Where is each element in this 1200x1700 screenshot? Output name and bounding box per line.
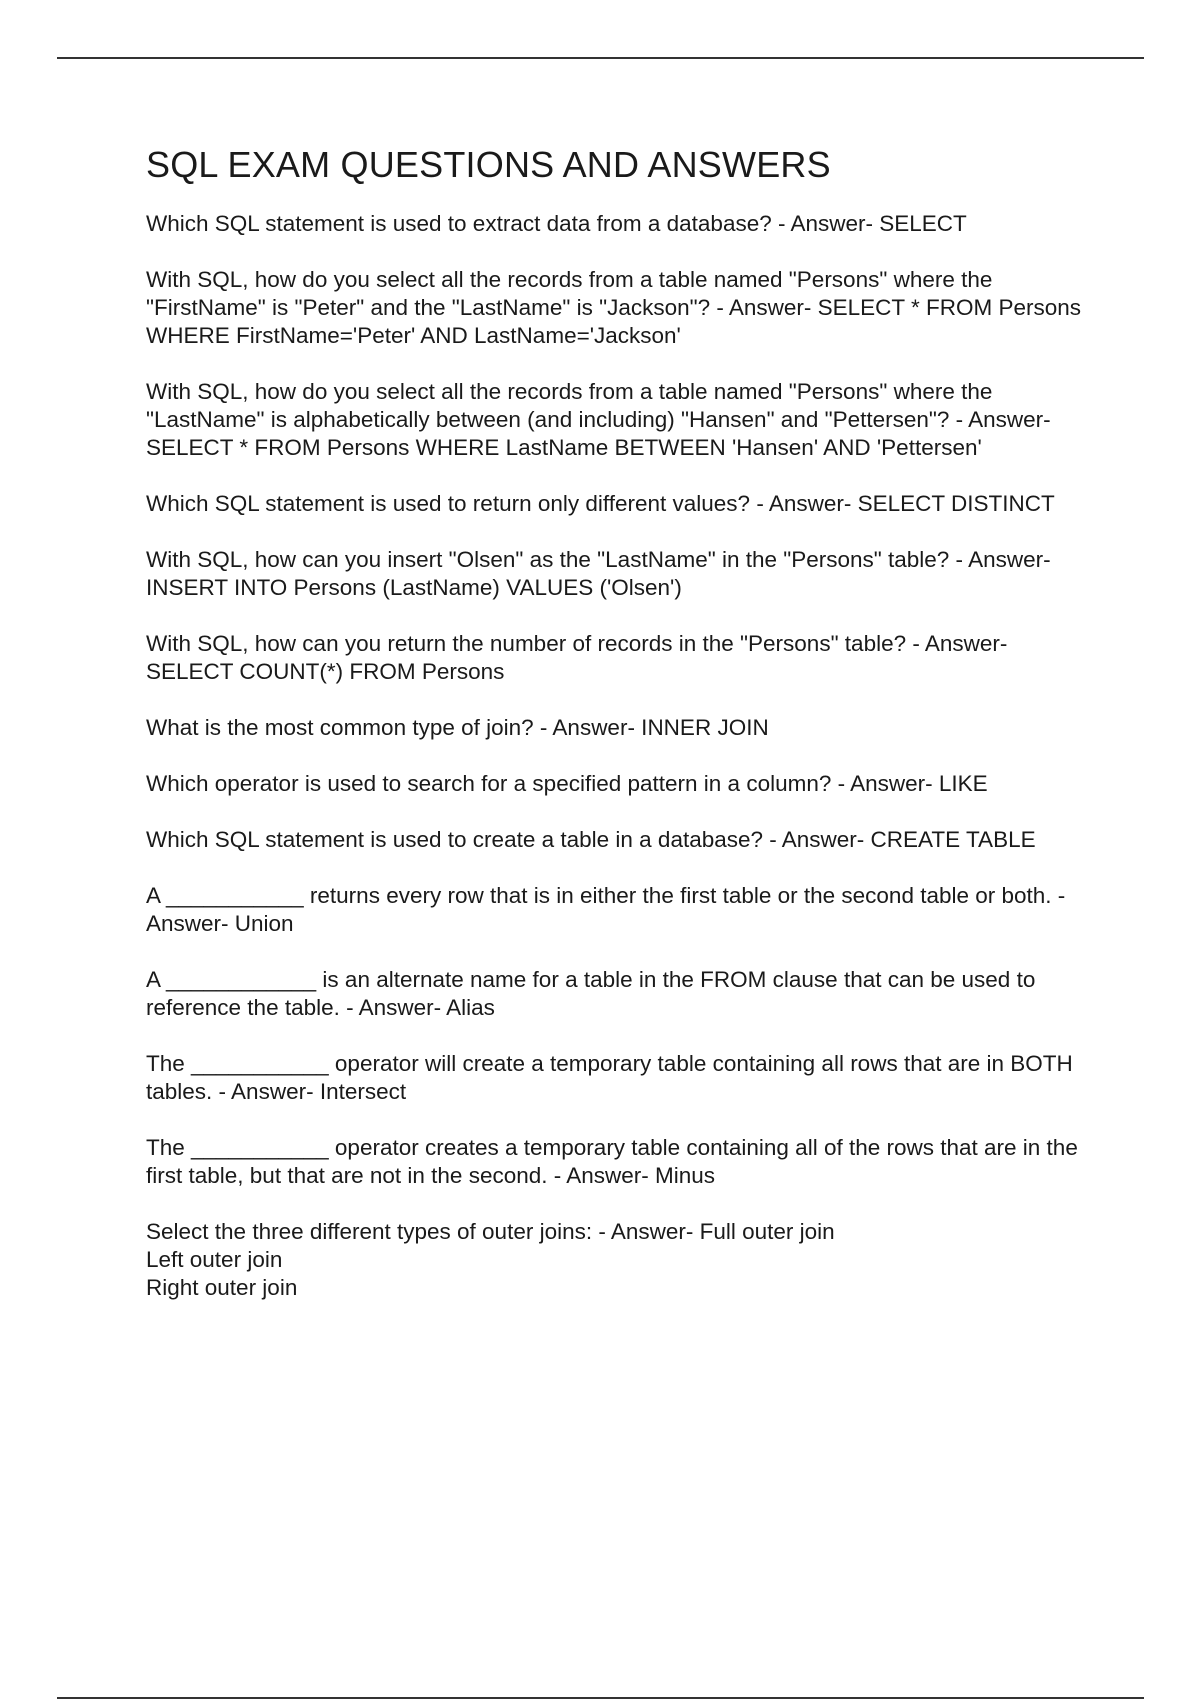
qa-item: Which SQL statement is used to extract data from a database? - Answer- SELECT: [146, 211, 967, 236]
qa-item: With SQL, how do you select all the records from a table named "Persons" where the "LastName" is alphabetically between (and including) "Hansen" and "Pettersen"? - Answer- SELECT * FROM Persons WHERE LastName BETWEEN 'Hansen' AND 'Pettersen': [146, 379, 1051, 460]
qa-item: With SQL, how do you select all the records from a table named "Persons" where the "FirstName" is "Peter" and the "LastName" is "Jackson"? - Answer- SELECT * FROM Persons WHERE FirstName='Peter' AND LastName='Jackson': [146, 267, 1082, 348]
bottom-divider: [57, 1697, 1144, 1699]
qa-item: A ___________ returns every row that is in either the first table or the second table or both. - Answer- Union: [146, 883, 1066, 936]
document-title: SQL EXAM QUESTIONS AND ANSWERS: [146, 144, 831, 185]
qa-item: Which SQL statement is used to create a table in a database? - Answer- CREATE TABLE: [146, 827, 1036, 852]
qa-item: What is the most common type of join? - Answer- INNER JOIN: [146, 715, 769, 740]
qa-item: With SQL, how can you insert "Olsen" as the "LastName" in the "Persons" table? - Answer- INSERT INTO Persons (LastName) VALUES ('Olsen'): [146, 547, 1051, 600]
document-body: [146, 140, 1086, 1330]
qa-item: With SQL, how can you return the number of records in the "Persons" table? - Answer- SELECT COUNT(*) FROM Persons: [146, 631, 1008, 684]
qa-item: Which operator is used to search for a specified pattern in a column? - Answer- LIKE: [146, 771, 988, 796]
qa-list: [146, 210, 1086, 1302]
qa-item: Select the three different types of outer joins: - Answer- Full outer join Left outer join Right outer join: [146, 1219, 835, 1300]
qa-item: The ___________ operator creates a temporary table containing all of the rows that are in the first table, but that are not in the second. - Answer- Minus: [146, 1135, 1078, 1188]
qa-item: A ____________ is an alternate name for a table in the FROM clause that can be used to reference the table. - Answer- Alias: [146, 967, 1036, 1020]
qa-item: Which SQL statement is used to return only different values? - Answer- SELECT DISTINCT: [146, 491, 1055, 516]
top-divider: [57, 57, 1144, 59]
qa-item: The ___________ operator will create a temporary table containing all rows that are in BOTH tables. - Answer- Intersect: [146, 1051, 1073, 1104]
